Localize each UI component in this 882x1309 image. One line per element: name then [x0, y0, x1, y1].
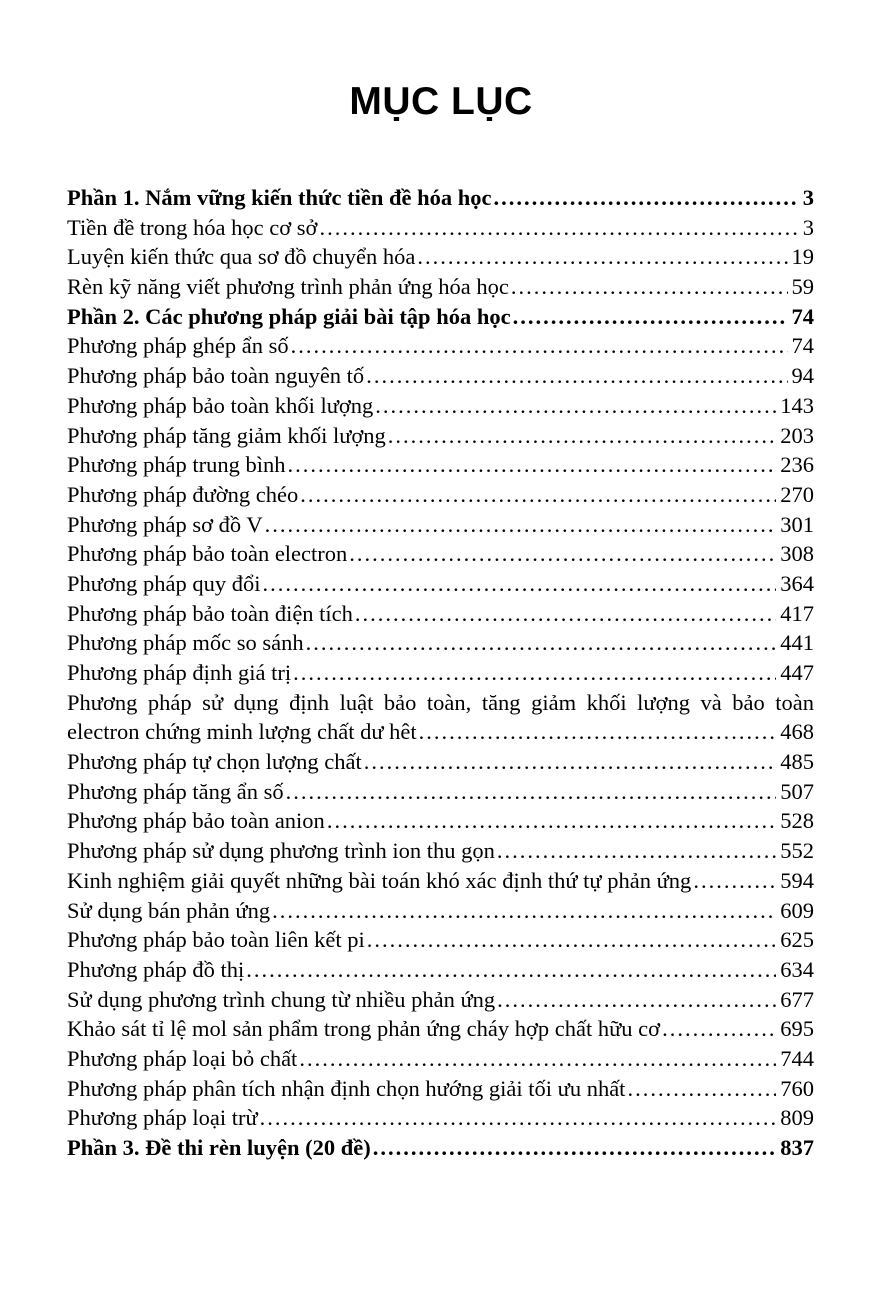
toc-entry-label: Phương pháp tăng giảm khối lượng — [67, 422, 386, 448]
toc-entry-row — [67, 391, 814, 421]
toc-entry — [67, 539, 814, 569]
toc-entry-page: 94 — [791, 363, 814, 389]
toc-entry-page: 447 — [780, 660, 814, 685]
toc-entry-page: 236 — [780, 452, 814, 478]
toc-entry-row — [67, 183, 814, 213]
toc-entry — [67, 955, 814, 985]
toc-entry-row — [67, 361, 814, 391]
toc-entry-row — [67, 806, 814, 836]
toc-entry-page: 364 — [780, 570, 814, 596]
dot-leader — [388, 421, 776, 451]
dot-leader — [494, 183, 799, 213]
toc-entry-label: Luyện kiến thức qua sơ đồ chuyển hóa — [67, 244, 416, 270]
dot-leader — [286, 777, 777, 807]
dot-leader — [375, 391, 776, 421]
dot-leader — [287, 450, 776, 480]
toc-entry-row — [67, 955, 814, 985]
toc-entry-row — [67, 1074, 814, 1104]
toc-entry-label: Phương pháp đồ thị — [67, 956, 245, 982]
toc-entry-row — [67, 658, 814, 688]
dot-leader — [497, 985, 776, 1015]
dot-leader — [417, 242, 787, 272]
toc-entry — [67, 1103, 814, 1133]
toc-entry-label: Phương pháp bảo toàn electron — [67, 541, 348, 567]
toc-entry — [67, 569, 814, 599]
toc-entry — [67, 480, 814, 510]
toc-entry-page: 59 — [791, 274, 814, 300]
dot-leader — [262, 569, 776, 599]
toc-entry-page: 507 — [780, 778, 814, 804]
dot-leader — [306, 628, 777, 658]
dot-leader — [366, 361, 787, 391]
toc-entry-label-line1: Phương pháp sử dụng định luật bảo toàn, tăng giảm khối lượng và bảo toàn — [67, 689, 814, 715]
toc-entry-row — [67, 242, 814, 272]
dot-leader — [246, 955, 776, 985]
toc-entry-page: 19 — [791, 244, 814, 270]
toc-entry-page: 695 — [780, 1016, 814, 1042]
dot-leader — [319, 213, 798, 243]
toc-entry-page: 594 — [780, 867, 814, 893]
toc-entry-page: 485 — [780, 749, 814, 775]
toc-entry-page: 3 — [802, 185, 814, 210]
toc-entry — [67, 331, 814, 361]
toc-entry-row — [67, 599, 814, 629]
toc-entry-page: 528 — [780, 808, 814, 834]
toc-entry-row — [67, 1014, 814, 1044]
toc-entry-label: Phương pháp loại trừ — [67, 1105, 258, 1131]
toc-entry-label: Phương pháp sử dụng phương trình ion thu gọn — [67, 838, 495, 864]
toc-entry-page: 677 — [780, 986, 814, 1012]
toc-entry-page: 3 — [802, 214, 814, 240]
toc-entry-row — [67, 480, 814, 510]
toc-entry-row — [67, 510, 814, 540]
toc-entry-page: 441 — [780, 630, 814, 656]
toc-entry-label: Phương pháp bảo toàn khối lượng — [67, 392, 374, 418]
toc-entry — [67, 688, 814, 747]
dot-leader — [349, 539, 776, 569]
toc-entry-page: 609 — [780, 897, 814, 923]
dot-leader — [627, 1074, 776, 1104]
dot-leader — [497, 836, 776, 866]
toc-entry — [67, 272, 814, 302]
toc-entry-row — [67, 421, 814, 451]
toc-entry-row — [67, 925, 814, 955]
toc-entry-label: Phương pháp tự chọn lượng chất — [67, 749, 362, 775]
toc-entry — [67, 1074, 814, 1104]
toc-entry — [67, 896, 814, 926]
toc-entry-row — [67, 331, 814, 361]
toc-entry-label: Phương pháp định giá trị — [67, 660, 292, 685]
toc-entry-row — [67, 866, 814, 896]
toc-entry-page: 74 — [791, 333, 814, 359]
toc-entry-label: Phần 3. Đề thi rèn luyện (20 đề) — [67, 1135, 371, 1160]
toc-entry-row — [67, 836, 814, 866]
dot-leader — [299, 1044, 776, 1074]
toc-entry — [67, 510, 814, 540]
dot-leader — [373, 1133, 777, 1163]
toc-entry-row — [67, 302, 814, 332]
toc-entry-label: Phương pháp bảo toàn anion — [67, 808, 325, 834]
toc-entry — [67, 628, 814, 658]
dot-leader — [260, 1103, 777, 1133]
toc-entry — [67, 866, 814, 896]
toc-entry — [67, 836, 814, 866]
dot-leader — [364, 747, 777, 777]
toc-entry-page: 744 — [780, 1045, 814, 1071]
toc-entry — [67, 1133, 814, 1163]
toc-entry-label: Phương pháp phân tích nhận định chọn hướng giải tối ưu nhất — [67, 1075, 626, 1101]
dot-leader — [272, 896, 776, 926]
toc-entry-page: 203 — [780, 422, 814, 448]
toc-entry-label: Kinh nghiệm giải quyết những bài toán khó xác định thứ tự phản ứng — [67, 867, 692, 893]
toc-entry-page: 301 — [780, 511, 814, 537]
toc-entry-label: Tiền đề trong hóa học cơ sở — [67, 214, 318, 240]
toc-entry-page: 417 — [780, 600, 814, 626]
toc-entry-label: electron chứng minh lượng chất dư hêt — [67, 719, 417, 745]
toc-entry-page: 468 — [780, 719, 814, 745]
toc-entry — [67, 391, 814, 421]
toc-entry — [67, 1014, 814, 1044]
toc-entry-label: Khảo sát tỉ lệ mol sản phẩm trong phản ứng cháy hợp chất hữu cơ — [67, 1016, 661, 1042]
toc-entry-label: Phương pháp bảo toàn liên kết pi — [67, 927, 365, 953]
toc-entry — [67, 747, 814, 777]
toc-entry — [67, 361, 814, 391]
toc-entry-label: Phương pháp loại bỏ chất — [67, 1045, 298, 1071]
toc-entry-label: Phương pháp đường chéo — [67, 481, 299, 507]
toc-entry-label: Phương pháp sơ đồ V — [67, 511, 263, 537]
toc-entry-page: 552 — [780, 838, 814, 864]
toc-entry — [67, 777, 814, 807]
toc-entry-row — [67, 717, 814, 747]
toc-entry — [67, 421, 814, 451]
toc-entry-page: 308 — [780, 541, 814, 567]
toc-entry-page: 634 — [780, 956, 814, 982]
toc-entry — [67, 599, 814, 629]
toc-entry-label: Phương pháp bảo toàn điện tích — [67, 600, 353, 626]
dot-leader — [300, 480, 776, 510]
toc-entry-label: Phương pháp tăng ẩn số — [67, 778, 284, 804]
dot-leader — [367, 925, 776, 955]
toc-entry-label: Rèn kỹ năng viết phương trình phản ứng hóa học — [67, 274, 509, 300]
toc-entry-page: 270 — [780, 481, 814, 507]
toc-entry-label: Phương pháp ghép ẩn số — [67, 333, 289, 359]
toc-entry-row — [67, 628, 814, 658]
toc-entry — [67, 450, 814, 480]
toc-entry-row — [67, 985, 814, 1015]
dot-leader — [513, 302, 788, 332]
toc-entry-row — [67, 1103, 814, 1133]
toc-entry-row — [67, 450, 814, 480]
toc-entry-page: 143 — [780, 392, 814, 418]
toc-entry-row — [67, 1133, 814, 1163]
toc-entry-row — [67, 213, 814, 243]
toc-entry-label: Sử dụng phương trình chung từ nhiều phản ứng — [67, 986, 496, 1012]
toc-entry-label: Phần 1. Nắm vững kiến thức tiền đề hóa học — [67, 185, 492, 210]
dot-leader — [293, 658, 776, 688]
toc-entry-page: 74 — [791, 303, 814, 329]
toc-entry-row — [67, 569, 814, 599]
toc-entry-label: Phương pháp bảo toàn nguyên tố — [67, 363, 365, 389]
toc-entry-row — [67, 539, 814, 569]
toc-entry-row — [67, 896, 814, 926]
toc-entry — [67, 213, 814, 243]
toc-entry-row — [67, 777, 814, 807]
toc-entry-page: 625 — [780, 927, 814, 953]
toc-entry — [67, 658, 814, 688]
dot-leader — [693, 866, 776, 896]
toc-entry-row — [67, 272, 814, 302]
toc-entry-row — [67, 1044, 814, 1074]
dot-leader — [327, 806, 776, 836]
toc-entry — [67, 985, 814, 1015]
dot-leader — [662, 1014, 776, 1044]
toc-entry-label: Phương pháp mốc so sánh — [67, 630, 304, 656]
toc-entry — [67, 806, 814, 836]
toc-list — [67, 183, 814, 1163]
toc-entry — [67, 302, 814, 332]
toc-entry-label: Phương pháp trung bình — [67, 452, 286, 478]
toc-entry — [67, 1044, 814, 1074]
dot-leader — [265, 510, 777, 540]
toc-entry-page: 837 — [780, 1135, 814, 1160]
toc-entry — [67, 925, 814, 955]
toc-entry-label: Sử dụng bán phản ứng — [67, 897, 271, 923]
toc-entry-row — [67, 747, 814, 777]
toc-entry-label: Phần 2. Các phương pháp giải bài tập hóa học — [67, 303, 511, 329]
dot-leader — [355, 599, 776, 629]
dot-leader — [291, 331, 788, 361]
toc-entry — [67, 242, 814, 272]
dot-leader — [511, 272, 788, 302]
dot-leader — [419, 717, 777, 747]
toc-entry-page: 760 — [780, 1075, 814, 1101]
toc-entry-page: 809 — [780, 1105, 814, 1131]
toc-entry-label: Phương pháp quy đổi — [67, 570, 261, 596]
toc-entry — [67, 183, 814, 213]
page-title: MỤC LỤC — [349, 80, 533, 123]
